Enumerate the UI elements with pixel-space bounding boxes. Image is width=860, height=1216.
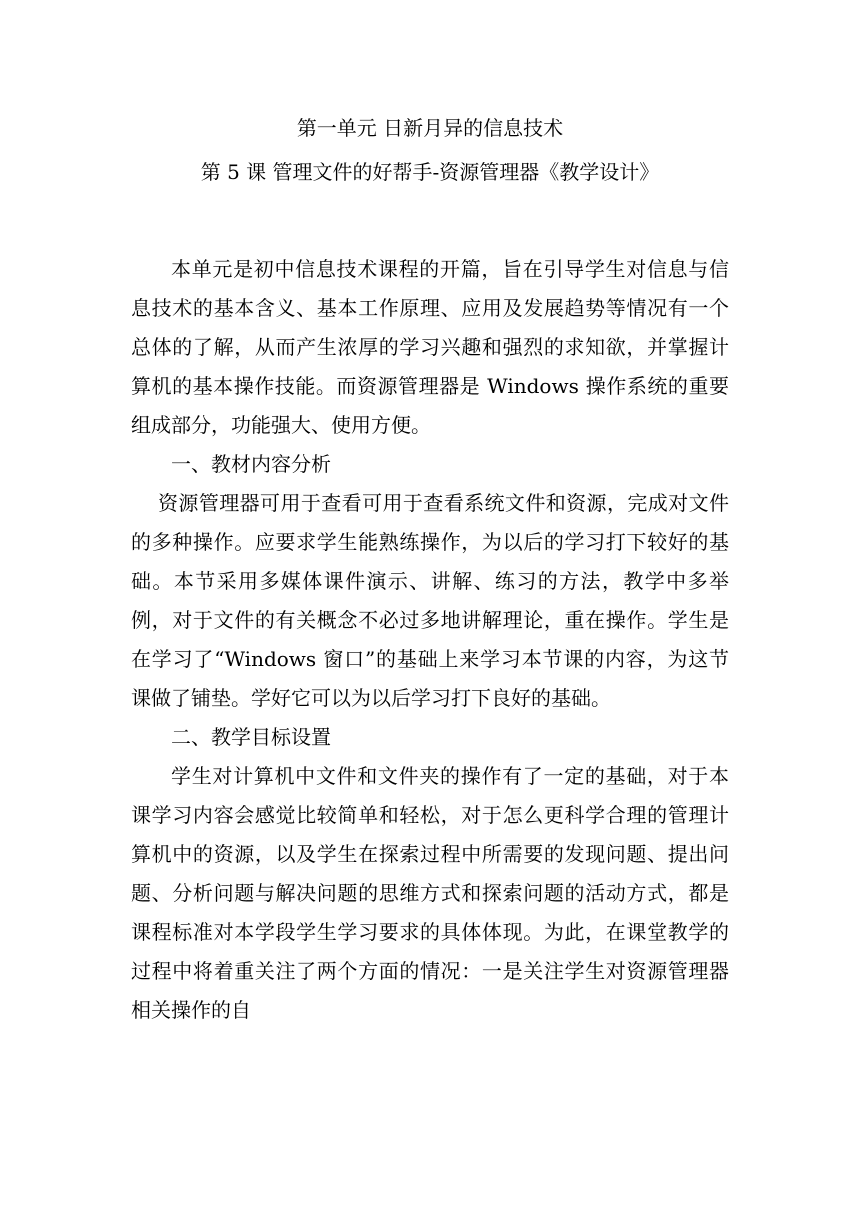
lesson-title: 第 5 课 管理文件的好帮手-资源管理器《教学设计》 xyxy=(200,160,660,184)
teaching-goals-paragraph: 学生对计算机中文件和文件夹的操作有了一定的基础，对于本课学习内容会感觉比较简单和轻松，对于怎么更科学合理的管理计算机中的资源，以及学生在探索过程中所需要的发现问题、提出问题、分析问题与解决问题的思维方式和探索问题的活动方式，都是课程标准对本学段学生学习要求的具体体现。为此，在课堂教学的过程中将着重关注了两个方面的情况：一是关注学生对资源管理器相关操作的自 xyxy=(131,764,729,1022)
intro-paragraph: 本单元是初中信息技术课程的开篇，旨在引导学生对信息与信息技术的基本含义、基本工作原理、应用及发展趋势等情况有一个总体的了解，从而产生浓厚的学习兴趣和强烈的求知欲，并掌握计算机的基本操作技能。而资源管理器是 Windows 操作系统的重要组成部分，功能强大、使用方便。 xyxy=(131,257,729,437)
unit-title: 第一单元 日新月异的信息技术 xyxy=(296,116,564,140)
section-heading-content-analysis: 一、教材内容分析 xyxy=(171,452,331,476)
document-body xyxy=(131,250,729,1030)
section-heading-teaching-goals: 二、教学目标设置 xyxy=(171,725,331,749)
content-analysis-paragraph: 资源管理器可用于查看可用于查看系统文件和资源，完成对文件的多种操作。应要求学生能熟练操作，为以后的学习打下较好的基础。本节采用多媒体课件演示、讲解、练习的方法，教学中多举例，对于文件的有关概念不必过多地讲解理论，重在操作。学生是在学习了“Windows 窗口”的基础上来学习本节课的内容，为这节课做了铺垫。学好它可以为以后学习打下良好的基础。 xyxy=(131,491,729,710)
